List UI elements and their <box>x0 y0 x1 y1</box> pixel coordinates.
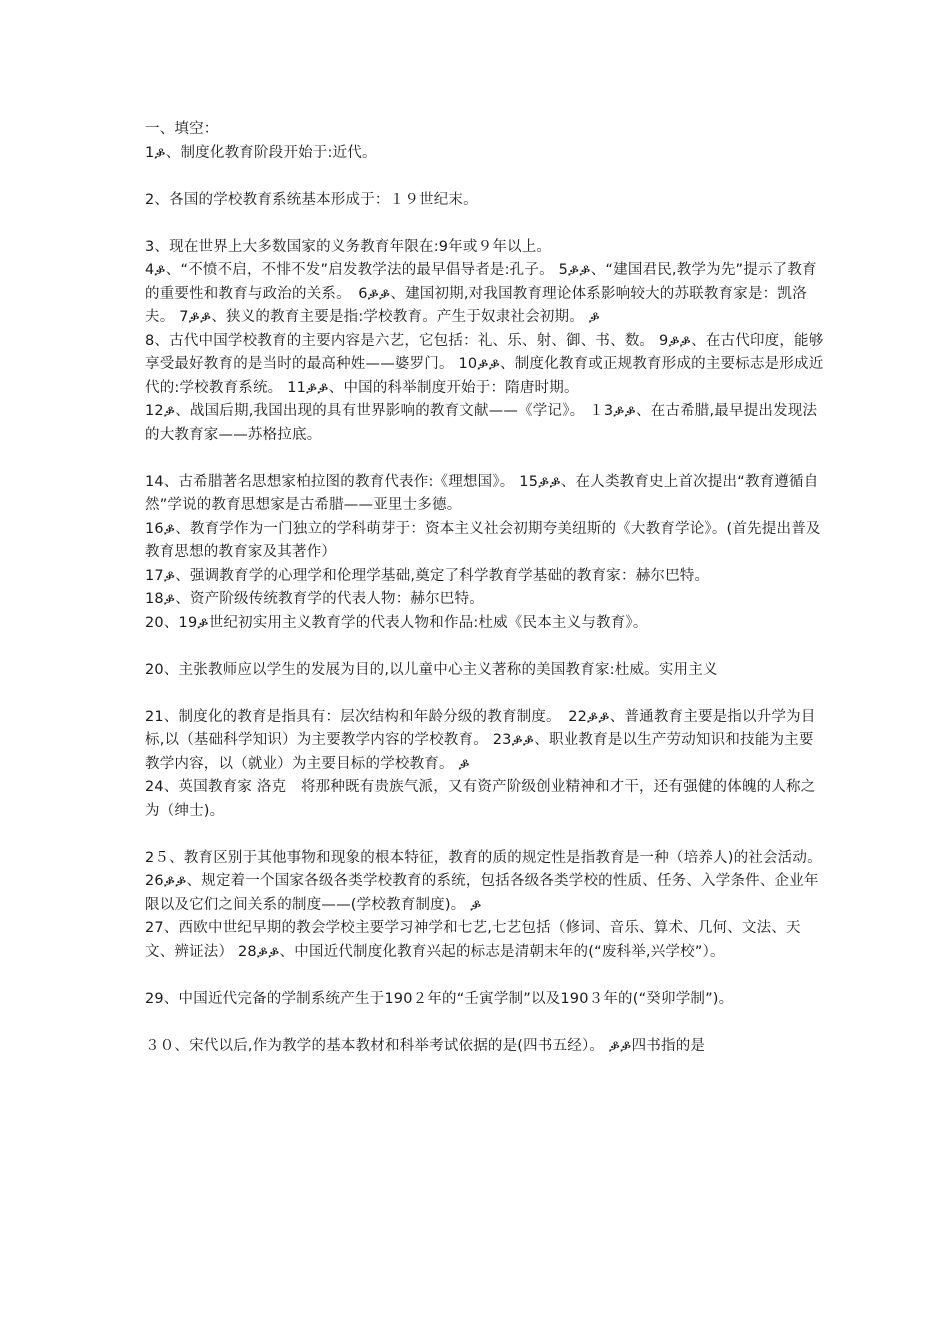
paragraph-3: 3、现在世界上大多数国家的义务教育年限在:9年或９年以上。 <box>145 238 552 255</box>
paragraph-17: 17ቇ、强调教育学的心理学和伦理学基础,奠定了科学教育学基础的教育家：赫尔巴特。 <box>145 567 710 584</box>
paragraph-18: 18ቇ、资产阶级传统教育学的代表人物：赫尔巴特。 <box>145 591 484 607</box>
paragraph-2: 2、各国的学校教育系统基本形成于：１９世纪末。 <box>145 191 478 208</box>
paragraph-25-26: 2５、教育区别于其他事物和现象的根本特征，教育的质的规定性是指教育是一种（培养人)的社会活动。 26ቇቇ、规定着一个国家各级各类学校教育的系统，包括各级各类学校的性质、任务、入学条件、企业年限以及它们之间关系的制度——(学校教育制度)。 ቇ <box>145 849 830 913</box>
paragraph-4-7: 4ቇ、“不愤不启，不悱不发”启发教学法的最早倡导者是:孔子。 5ቇቇ、“建国君民,教学为先”提示了教育的重要性和教育与政治的关系。 6ቇቇ、建国初期,对我国教育理论体系影响较大的苏联教育家是：凯洛夫。 7ቇቇ、狭义的教育主要是指:学校教育。产生于奴隶社会初期。 ቇ <box>145 262 817 325</box>
paragraph-20: 20、主张教师应以学生的发展为目的,以儿童中心主义著称的美国教育家:杜威。实用主义 <box>145 661 718 678</box>
paragraph-30: ３０、宋代以后,作为教学的基本教材和科举考试依据的是(四书五经）。 ቇቇ四书指的是 <box>145 1037 706 1054</box>
paragraph-19: 20、19ቇ世纪初实用主义教育学的代表人物和作品:杜威《民本主义与教育》。 <box>145 614 648 631</box>
paragraph-16: 16ቇ、教育学作为一门独立的学科萌芽于：资本主义社会初期夸美纽斯的《大教育学论》。(首先提出普及教育思想的教育家及其著作） <box>145 520 821 560</box>
paragraph-27-28: 27、西欧中世纪早期的教会学校主要学习神学和七艺,七艺包括（修词、音乐、算术、几何、文法、天文、辨证法） 28ቇቇ、中国近代制度化教育兴起的标志是清朝末年的(“废科举,兴学校”）。 <box>145 920 801 960</box>
blank-line <box>145 212 825 236</box>
paragraph-12-13: 12ቇ、战国后期,我国出现的具有世界影响的教育文献——《学记》。 １3ቇቇ、在古希腊,最早提出发现法的大教育家——苏格拉底。 <box>145 403 818 443</box>
blank-line <box>145 682 825 706</box>
paragraph-1: 1ቇ、制度化教育阶段开始于:近代。 <box>145 144 377 161</box>
section-heading: 一、填空： <box>145 121 219 137</box>
document-body <box>145 118 830 1058</box>
paragraph-8-11: 8、古代中国学校教育的主要内容是六艺，它包括：礼、乐、射、御、书、数。 9ቇቇ、在古代印度，能够享受最好教育的是当时的最高种姓——婆罗门。 10ቇቇ、制度化教育或正规教育形成的主要标志是形成近代的:学校教育系统。 11ቇቇ、中国的科举制度开始于：隋唐时期。 <box>145 332 824 396</box>
blank-line <box>145 447 825 471</box>
paragraph-24: 24、英国教育家 洛克 将那种既有贵族气派，又有资产阶级创业精神和才干，还有强健的体魄的人称之为（绅士)。 <box>145 779 816 819</box>
paragraph-29: 29、中国近代完备的学制系统产生于190２年的“壬寅学制”以及190３年的(“癸卯学制”)。 <box>145 990 734 1007</box>
blank-line <box>145 964 825 988</box>
blank-line <box>145 635 825 659</box>
blank-line <box>145 1011 825 1035</box>
blank-line <box>145 823 825 847</box>
paragraph-21-23: 21、制度化的教育是指具有：层次结构和年龄分级的教育制度。 22ቇቇ、普通教育主要是指以升学为目标,以（基础科学知识）为主要教学内容的学校教育。 23ቇቇ、职业教育是以生产劳动知识和技能为主要教学内容，以（就业）为主要目标的学校教育。 ቇ <box>145 708 816 772</box>
paragraph-14-15: 14、古希腊著名思想家柏拉图的教育代表作:《理想国》。 15ቇቇ、在人类教育史上首次提出“教育遵循自然”学说的教育思想家是古希腊——亚里士多德。 <box>145 473 819 513</box>
blank-line <box>145 165 825 189</box>
